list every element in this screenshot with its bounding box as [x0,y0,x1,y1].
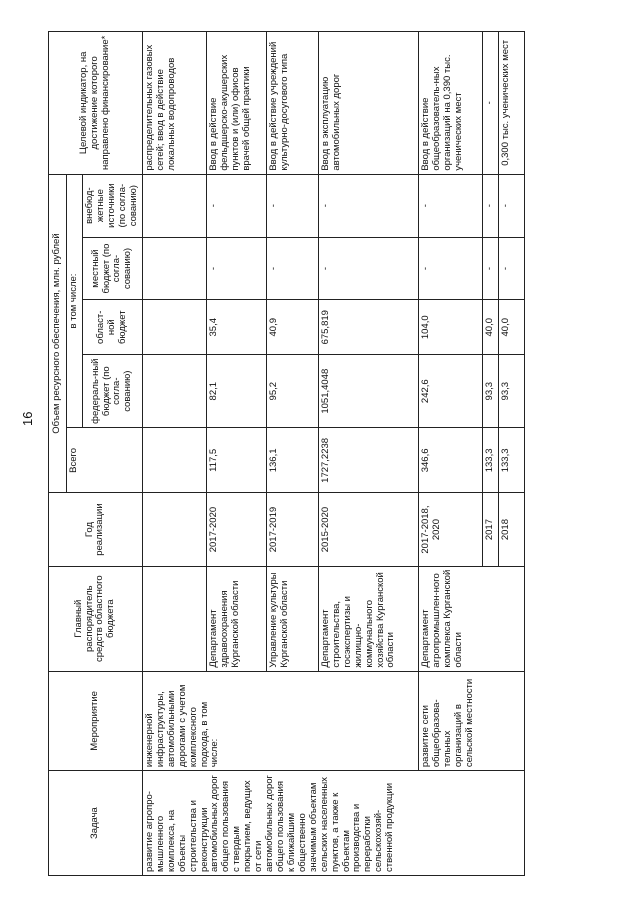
federal-cell: 1051,4048 [318,355,418,428]
header-federal: федераль-ный бюджет (по согла-сованию) [82,355,142,428]
years-cell: 2015-2020 [318,493,418,566]
rotated-page [48,31,604,876]
table-row [142,32,206,876]
regional-cell: 40,9 [266,300,318,355]
local-cell: - [318,237,418,300]
local-cell: - [266,237,318,300]
local-cell: - [206,237,266,300]
federal-cell: 82,1 [206,355,266,428]
regional-cell: 104,0 [418,300,482,355]
regional-cell: 40,0 [498,300,524,355]
target-cell: Ввод в эксплуатацию автомобильных дорог [318,32,418,175]
target-cell: Ввод в действие фельдшерско-акушерских пунктов и (или) офисов врачей общей практики [206,32,266,175]
header-manager: Главный распорядитель средств областного бюджета [49,566,143,671]
other-cell: - [482,174,498,237]
total-cell: 1727,2238 [318,428,418,493]
regional-cell: 675,819 [318,300,418,355]
total-cell: 117,5 [206,428,266,493]
header-years: Год реализации [49,493,143,566]
total-cell: 133,3 [498,428,524,493]
years-cell: 2017-2019 [266,493,318,566]
target-cell: Ввод в действие общеобразователь-ных организаций на 0,390 тыс. ученических мест [418,32,482,175]
header-including: в том числе: [67,174,83,428]
table-row [418,32,482,876]
federal-cell: 93,3 [482,355,498,428]
total-cell: 133,3 [482,428,498,493]
page-number: 16 [20,411,35,426]
local-cell: - [498,237,524,300]
total-cell: 136,1 [266,428,318,493]
other-cell: - [418,174,482,237]
other-cell: - [318,174,418,237]
total-cell: 346,6 [418,428,482,493]
manager-cell: Управление культуры Курганской области [266,566,318,671]
measure-cell: инженерной инфраструктуры, автомобильными дорогами с учетом комплексного подхода, в том числе: [142,671,418,771]
other-cell: - [498,174,524,237]
resource-table [48,31,525,876]
federal-cell: 242,6 [418,355,482,428]
header-other: внебюд-жетные источники (по согла-сованию) [82,174,142,237]
measure-cell: развитие сети общеобразова-тельных организаций в сельской местности [418,671,524,771]
manager-cell: Департамент агропромышлен-ного комплекса Курганской области [418,566,524,671]
target-cell: 0,300 тыс. ученических мест [498,32,524,175]
manager-cell: Департамент здравоохранения Курганской области [206,566,266,671]
local-cell: - [482,237,498,300]
header-local: местный бюджет (по согла-сованию) [82,237,142,300]
federal-cell: 93,3 [498,355,524,428]
other-cell: - [206,174,266,237]
manager-cell: Департамент строительства, госэкспертизы и жилищно-коммунального хозяйства Курганской области [318,566,418,671]
header-resources: Объем ресурсного обеспечения, млн. рублей [49,174,67,493]
target-cell: распределительных газовых сетей; ввод в действие локальных водопроводов [142,32,206,175]
header-total: Всего [67,428,143,493]
years-cell: 2017-2020 [206,493,266,566]
header-target: Целевой индикатор, на достижение которого направлено финансирование* [49,32,143,175]
local-cell: - [418,237,482,300]
header-regional: област-ной бюджет [82,300,142,355]
header-measure: Мероприятие [49,671,143,771]
target-cell: Ввод в действие учреждений культурно-досугового типа [266,32,318,175]
years-cell: 2018 [498,493,524,566]
years-cell: 2017 [482,493,498,566]
task-cell: развитие агропро-мышленного комплекса, на объекты строительства и реконструкции автомобильных дорог общего пользования с твердым покрытием, ведущих от сети автомобильных дорог общего пользования к ближайшим общественно значимым объектам сельских населенных пунктов, а также к объектам производства и переработки сельскохозяй-ственной продукции [142,771,524,876]
federal-cell: 95,2 [266,355,318,428]
regional-cell: 40,0 [482,300,498,355]
regional-cell: 35,4 [206,300,266,355]
target-cell: - [482,32,498,175]
header-task: Задача [49,771,143,876]
years-cell: 2017-2018, 2020 [418,493,482,566]
other-cell: - [266,174,318,237]
